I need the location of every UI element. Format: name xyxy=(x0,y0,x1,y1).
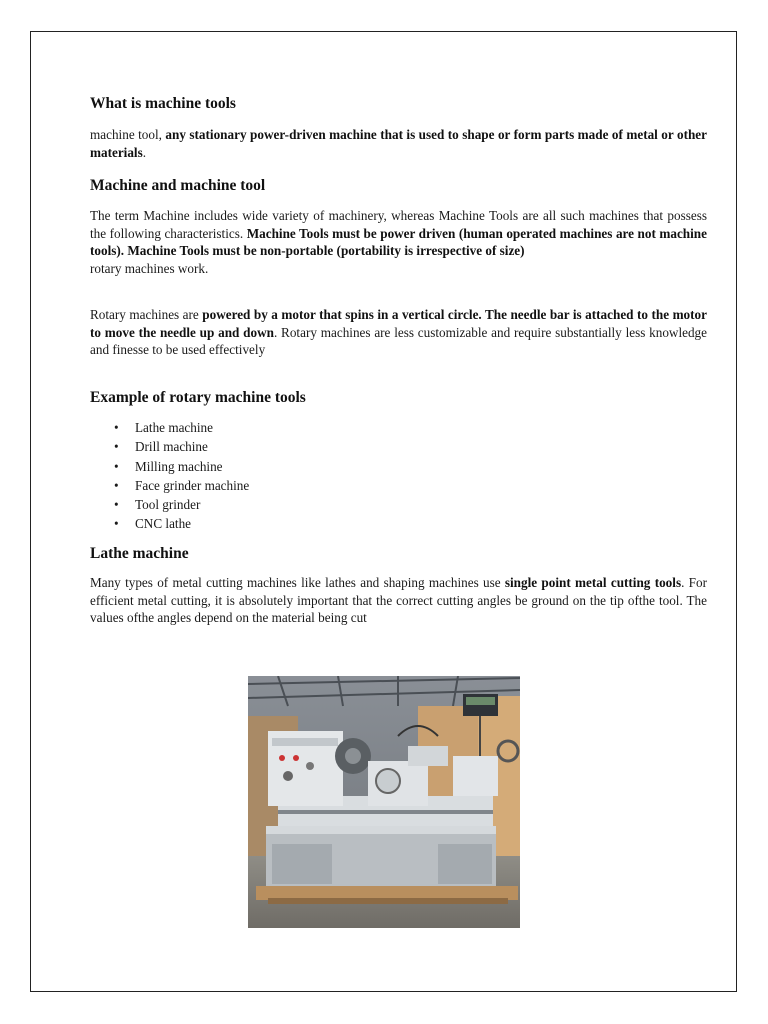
list-item: • CNC lathe xyxy=(114,516,192,532)
list-item: • Face grinder machine xyxy=(114,477,250,493)
list-item: • Tool grinder xyxy=(114,497,201,513)
paragraph-definition: machine tool, any stationary power-driven machine that is used to shape or form parts made of metal or other materials. xyxy=(90,127,708,160)
heading-lathe-machine: Lathe machine xyxy=(90,545,189,562)
list-item: • Drill machine xyxy=(114,439,208,455)
paragraph-rotary-machines: Rotary machines are powered by a motor that spins in a vertical circle. The needle bar is attached to the motor to move the needle up and down. Rotary machines are less customizable and require substantially less knowledge and finesse to be used effectively xyxy=(90,307,707,357)
paragraph-lathe-machine: Many types of metal cutting machines like lathes and shaping machines use single point metal cutting tools. For efficient metal cutting, it is absolutely important that the correct cutting angles be ground on the tip ofthe tool. The values ofthe angles depend on the material being cut xyxy=(90,575,707,625)
rotary-tools-list xyxy=(90,418,249,534)
heading-what-is-machine-tools: What is machine tools xyxy=(90,95,236,112)
paragraph-characteristics: The term Machine includes wide variety of machinery, whereas Machine Tools are all such machines that possess the following characteristics. Machine Tools must be power driven (human operated machines are not machine tools). Machine Tools must be non-portable (portability is irrespective of size) rotary machines work. xyxy=(90,208,707,276)
list-item: • Milling machine xyxy=(114,458,223,474)
lathe-machine-photo xyxy=(248,676,520,928)
heading-example-rotary-tools: Example of rotary machine tools xyxy=(90,389,306,406)
list-item: • Lathe machine xyxy=(114,420,213,435)
heading-machine-and-machine-tool: Machine and machine tool xyxy=(90,177,266,194)
